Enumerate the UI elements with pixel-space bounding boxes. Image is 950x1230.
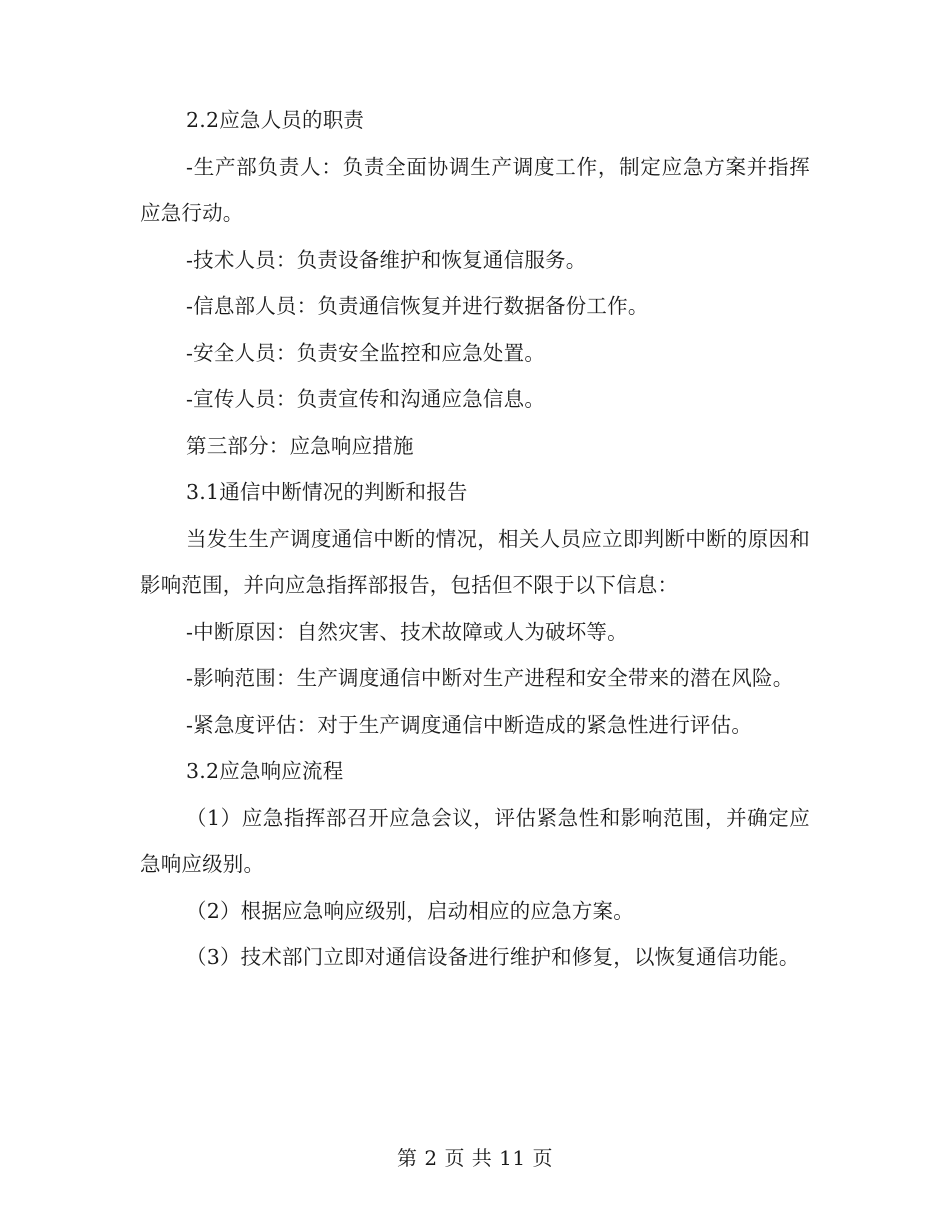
list-item-publicity-staff: -宣传人员：负责宣传和沟通应急信息。 (186, 387, 546, 411)
list-item-information-staff: -信息部人员：负责通信恢复并进行数据备份工作。 (186, 294, 649, 318)
procedure-step-1: （1）应急指挥部召开应急会议，评估紧急性和影响范围，并确定应急响应级别。 (140, 805, 810, 876)
list-item-impact-scope: -影响范围：生产调度通信中断对生产进程和安全带来的潜在风险。 (186, 666, 794, 690)
document-body (140, 97, 810, 981)
section-heading-2-2: 2.2应急人员的职责 (186, 108, 365, 132)
body-paragraph-report: 当发生生产调度通信中断的情况，相关人员应立即判断中断的原因和影响范围，并向应急指挥部报告，包括但不限于以下信息： (140, 526, 810, 597)
procedure-step-2: （2）根据应急响应级别，启动相应的应急方案。 (186, 898, 634, 923)
list-item-urgency-assessment: -紧急度评估：对于生产调度通信中断造成的紧急性进行评估。 (186, 712, 753, 737)
procedure-step-3: （3）技术部门立即对通信设备进行维护和修复，以恢复通信功能。 (186, 945, 800, 969)
list-item-safety-staff: -安全人员：负责安全监控和应急处置。 (186, 340, 546, 365)
list-item-technical-staff: -技术人员：负责设备维护和恢复通信服务。 (186, 247, 587, 272)
page-footer: 第 2 页 共 11 页 (397, 1146, 553, 1170)
list-item-production-head: -生产部负责人：负责全面协调生产调度工作，制定应急方案并指挥应急行动。 (140, 154, 810, 225)
part-heading-3: 第三部分：应急响应措施 (186, 433, 414, 458)
list-item-interruption-cause: -中断原因：自然灾害、技术故障或人为破坏等。 (186, 619, 628, 644)
section-heading-3-1: 3.1通信中断情况的判断和报告 (186, 480, 468, 504)
section-heading-3-2: 3.2应急响应流程 (186, 759, 344, 783)
